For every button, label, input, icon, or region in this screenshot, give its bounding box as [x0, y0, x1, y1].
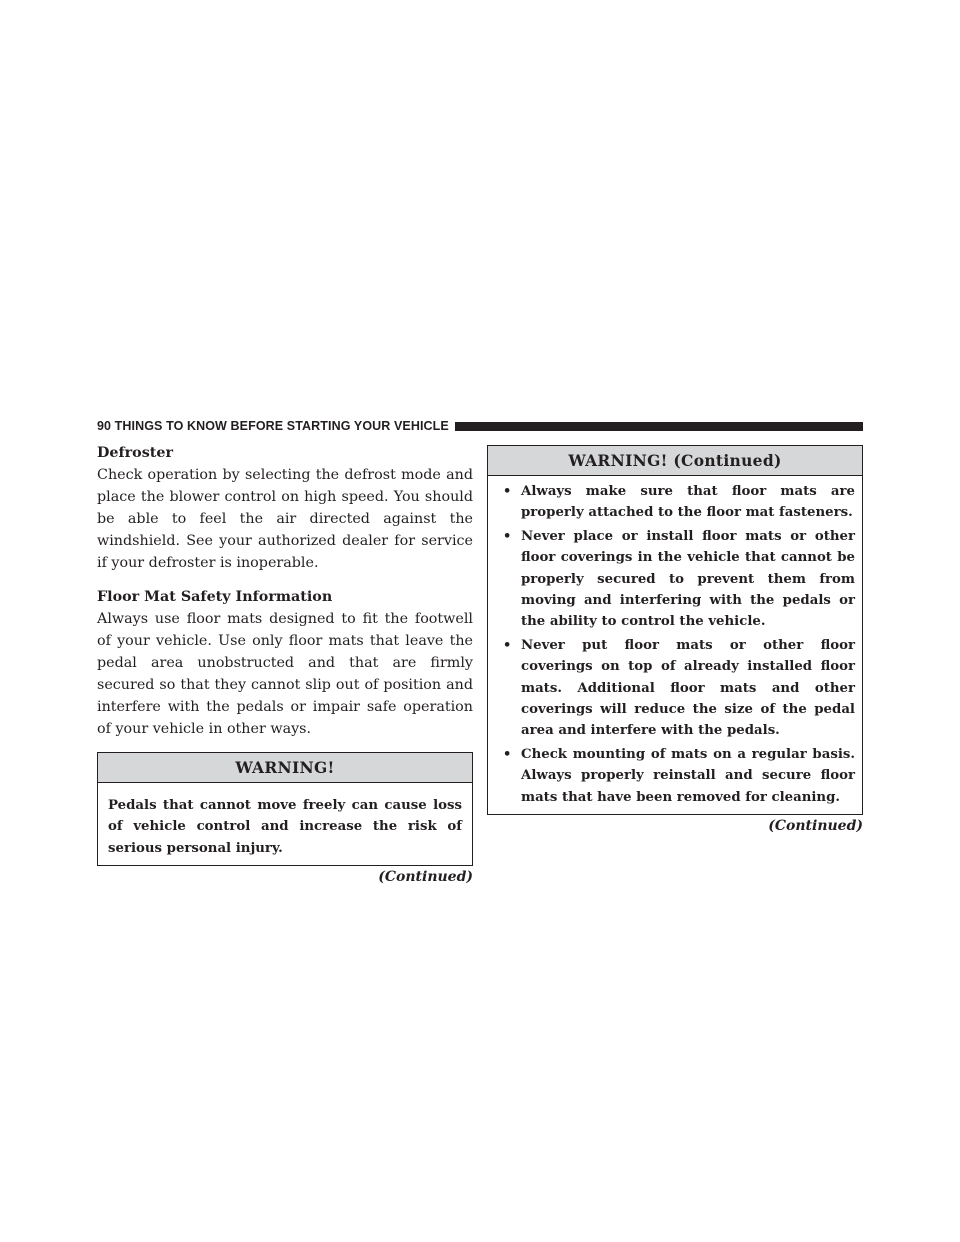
continued-label: (Continued)	[768, 818, 863, 835]
warning-bullet-text: Never put floor mats or other floor coverings on top of already installed floor mats. Additional floor mats and other coverings will reduce the size of the pedal area and interfere with the pedals.	[521, 637, 855, 739]
right-column	[487, 442, 863, 836]
floor-mat-paragraph: Always use floor mats designed to fit the footwell of your vehicle. Use only floor mats that leave the pedal area unobstructed and that are firmly secured so that they cannot slip out of position and interfere with the pedals or impair safe operation of your vehicle in other ways.	[97, 611, 473, 737]
warning-text: Pedals that cannot move freely can cause loss of vehicle control and increase the risk of serious personal injury.	[108, 798, 462, 856]
bullet-icon: •	[503, 746, 512, 762]
warning-bullet-item	[495, 635, 855, 742]
warning-title: WARNING!	[98, 753, 472, 783]
warning-bullet-text: Never place or install floor mats or other floor coverings in the vehicle that cannot be properly secured to prevent them from moving and interfering with the pedals or the ability to control the vehicle.	[521, 528, 855, 630]
warning-bullet-item	[495, 526, 855, 633]
bullet-icon: •	[503, 528, 512, 544]
warning-bullet-item	[495, 481, 855, 524]
defroster-heading: Defroster	[97, 445, 173, 461]
continued-label: (Continued)	[378, 869, 473, 886]
warning-bullet-text: Always make sure that floor mats are properly attached to the floor mat fasteners.	[521, 484, 855, 521]
defroster-paragraph: Check operation by selecting the defrost mode and place the blower control on high speed. You should be able to feel the air directed against the windshield. See your authorized dealer for service if your defroster is inoperable.	[97, 467, 473, 571]
left-column	[97, 442, 473, 887]
bullet-icon: •	[503, 484, 512, 499]
warning-bullet-text: Check mounting of mats on a regular basis. Always properly reinstall and secure floor mats that have been removed for cleaning.	[521, 746, 855, 805]
header-rule	[455, 422, 863, 431]
warning-bullet-list	[495, 481, 855, 808]
warning-box	[97, 752, 473, 866]
warning-continued-body	[488, 476, 862, 814]
floor-mat-heading: Floor Mat Safety Information	[97, 589, 333, 605]
warning-bullet-item	[495, 744, 855, 808]
warning-continued-box	[487, 445, 863, 815]
bullet-icon: •	[503, 637, 512, 653]
page-number-and-section-title: 90 THINGS TO KNOW BEFORE STARTING YOUR VEHICLE	[97, 419, 449, 433]
page-header	[97, 418, 863, 434]
warning-continued-title: WARNING! (Continued)	[488, 446, 862, 476]
